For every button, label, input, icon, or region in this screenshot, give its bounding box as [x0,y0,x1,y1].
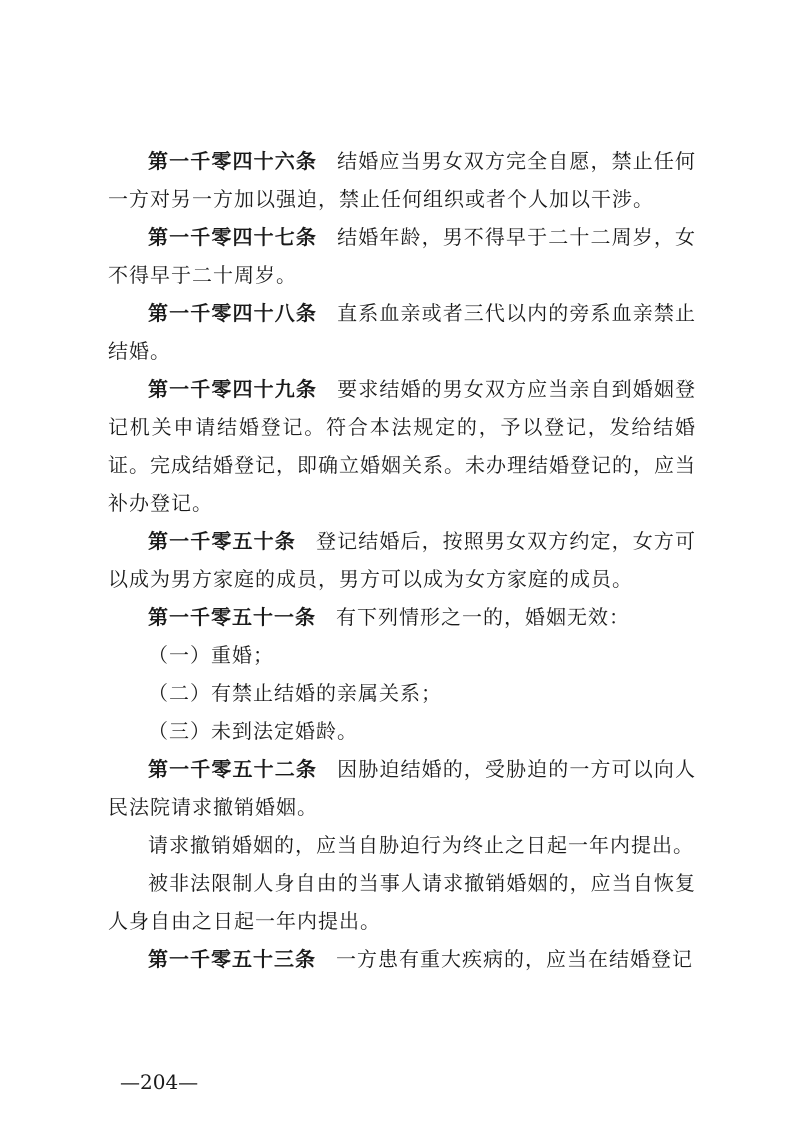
article-number: 第一千零四十八条 [148,301,317,325]
article-text: 登记结婚后，按照男女双方约定，女方可以成为男方家庭的成员，男方可以成为女方家庭的成员。 [108,529,697,591]
article-number: 第一千零五十一条 [148,605,316,629]
article-text: 有下列情形之一的，婚姻无效： [336,605,630,629]
article-text: 一方患有重大疾病的，应当在结婚登记 [336,947,693,971]
article-number: 第一千零四十七条 [148,225,317,249]
paragraph: 被非法限制人身自由的当事人请求撤销婚姻的，应当自恢复人身自由之日起一年内提出。 [108,871,696,933]
article-number: 第一千零四十六条 [148,149,317,173]
article-number: 第一千零四十九条 [148,377,317,401]
article-1046 [108,142,696,218]
list-item: （一）重婚； [148,643,274,667]
article-1048 [108,294,696,370]
document-body [108,142,696,978]
article-number: 第一千零五十条 [148,529,296,553]
article-1047 [108,218,696,294]
article-number: 第一千零五十二条 [148,757,317,781]
article-number: 第一千零五十三条 [148,947,316,971]
list-item: （三）未到法定婚龄。 [148,719,358,743]
list-item: （二）有禁止结婚的亲属关系； [148,681,442,705]
article-text: 要求结婚的男女双方应当亲自到婚姻登记机关申请结婚登记。符合本法规定的，予以登记，发给结婚证。完成结婚登记，即确立婚姻关系。未办理结婚登记的，应当补办登记。 [108,377,697,515]
article-1049 [108,370,696,522]
article-text: 因胁迫结婚的，受胁迫的一方可以向人民法院请求撤销婚姻。 [108,757,697,819]
article-1052 [108,750,696,826]
article-1051 [108,598,696,636]
paragraph: 请求撤销婚姻的，应当自胁迫行为终止之日起一年内提出。 [148,833,694,857]
article-1053 [108,940,696,978]
article-text: 直系血亲或者三代以内的旁系血亲禁止结婚。 [108,301,697,363]
article-text: 结婚应当男女双方完全自愿，禁止任何一方对另一方加以强迫，禁止任何组织或者个人加以干涉。 [108,149,697,211]
page-number: —204— [120,1070,199,1094]
article-1050 [108,522,696,598]
article-text: 结婚年龄，男不得早于二十二周岁，女不得早于二十周岁。 [108,225,697,287]
